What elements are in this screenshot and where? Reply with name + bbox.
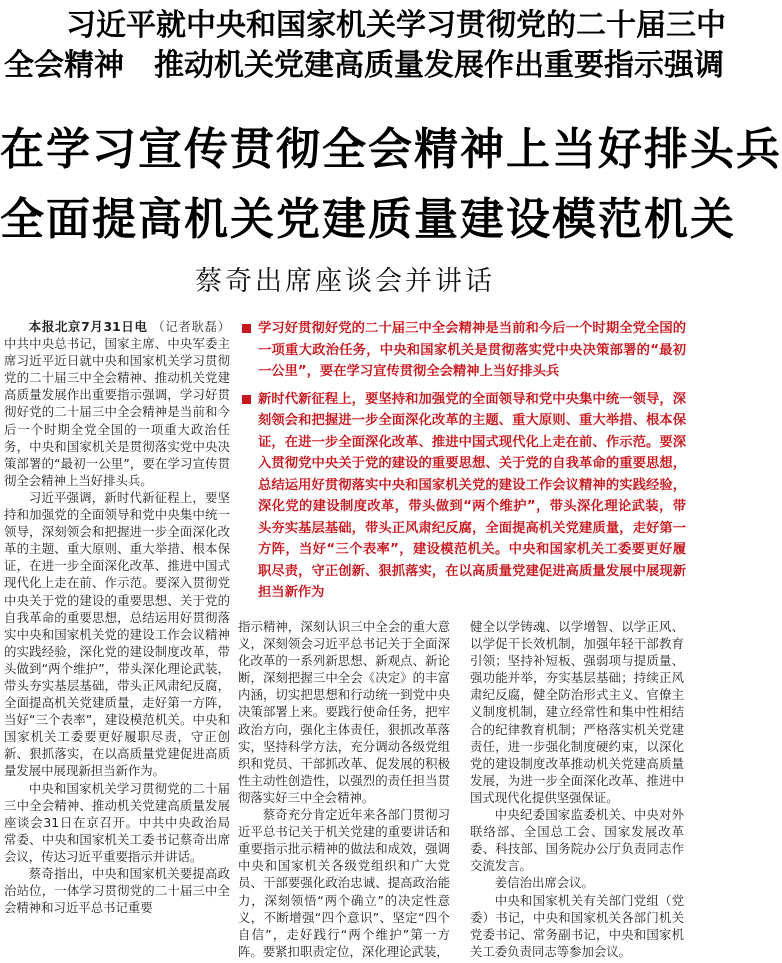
highlight-box bbox=[240, 318, 686, 610]
main-title-line-2: 全面提高机关党建质量建设模范机关 bbox=[0, 194, 736, 245]
highlight-text: 新时代新征程上，要坚持和加强党的全面领导和党中央集中统一领导，深刻领会和把握进一步全面深化改革的主题、重大原则、重大举措、根本保证，在进一步全面深化改革、推进中国式现代化上走在前、作示范。要深入贯彻党中央关于党的建设的重要思想、关于党的自我革命的重要思想，总结运用好贯彻落实中央和国家机关党的建设工作会议精神的实践经验，深化党的建设制度改革，带头做到“两个维护”，带头深化理论武装，带头夯实基层基础，带头正风肃纪反腐，全面提高机关党建质量，走好第一方阵，当好“三个表率”，建设模范机关。中央和国家机关工委要更好履职尽责，守正创新、狠抓落实，在以高质量党建促进高质量发展中展现新担当新作为 bbox=[258, 391, 686, 600]
square-bullet-icon bbox=[242, 324, 251, 333]
kicker-line-1: 习近平就中央和国家机关学习贯彻党的二十届三中 bbox=[66, 8, 726, 43]
article-column-right bbox=[470, 618, 684, 963]
paragraph: 蔡奇指出，中央和国家机关要提高政治站位，一体学习贯彻党的二十届三中全会精神和习近平总书记重要 bbox=[4, 866, 230, 916]
highlight-item bbox=[240, 389, 686, 604]
paragraph: 指示精神，深刻认识三中全会的重大意义，深刻领会习近平总书记关于全面深化改革的一系列新思想、新观点、新论断，深刻把握三中全会《决定》的丰富内涵，切实把思想和行动统一到党中央决策部署上来。要践行使命任务，把牢政治方向，强化主体责任，狠抓改革落实，坚持科学方法，充分调动各级党组织和党员、干部抓改革、促发展的积极性主动性创造性，以强烈的责任担当贯彻落实好三中全会精神。 bbox=[238, 619, 450, 805]
article-column-left bbox=[4, 318, 230, 963]
main-title-line-1: 在学习宣传贯彻全会精神上当好排头兵 bbox=[0, 124, 782, 175]
paragraph: 姜信治出席会议。 bbox=[494, 875, 594, 891]
dateline-location: 本报北京7月31日电 bbox=[28, 319, 148, 334]
highlight-item bbox=[240, 318, 686, 383]
article-column-middle bbox=[238, 618, 450, 963]
dateline-reporter: （记者耿磊） bbox=[152, 319, 230, 334]
paragraph: 健全以学铸魂、以学增智、以学正风、以学促干长效机制，加强年轻干部教育引领；坚持补短板、强弱项与提质量、强功能并举，夯实基层基础；持续正风肃纪反腐，健全防治形式主义、官僚主义制度机制，建立经常性和集中性相结合的纪律教育机制；严格落实机关党建责任，进一步强化制度硬约束，以深化党的建设制度改革推动机关党建高质量发展，为进一步全面深化改革、推进中国式现代化提供坚强保证。 bbox=[470, 619, 684, 805]
highlight-text: 学习好贯彻好党的二十届三中全会精神是当前和今后一个时期全党全国的一项重大政治任务，中央和国家机关是贯彻落实党中央决策部署的“最初一公里”，要在学习宣传贯彻全会精神上当好排头兵 bbox=[258, 321, 686, 379]
paragraph: 蔡奇充分肯定近年来各部门贯彻习近平总书记关于机关党建的重要讲话和重要指示批示精神的做法和成效，强调中央和国家机关各级党组织和广大党员、干部要强化政治忠诚、提高政治能力，深刻领悟“两个确立”的决定性意义，不断增强“四个意识”、坚定“四个自信”，走好践行“两个维护”第一方阵。要紧扣职责定位，深化理论武装， bbox=[238, 807, 450, 959]
subtitle: 蔡奇出席座谈会并讲话 bbox=[195, 266, 495, 297]
paragraph: 习近平强调，新时代新征程上，要坚持和加强党的全面领导和党中央集中统一领导，深刻领会和把握进一步全面深化改革的主题、重大原则、重大举措、根本保证，在进一步全面深化改革、推进中国式现代化上走在前、作示范。要深入贯彻党中央关于党的建设的重要思想、关于党的自我革命的重要思想，总结运用好贯彻落实中央和国家机关党的建设工作会议精神的实践经验，深化党的建设制度改革，带头做到“两个维护”，带头深化理论武装，带头夯实基层基础，带头正风肃纪反腐，全面提高机关党建质量，走好第一方阵，当好“三个表率”，建设模范机关。中央和国家机关工委要更好履职尽责，守正创新、狠抓落实，在以高质量党建促进高质量发展中展现新担当新作为。 bbox=[4, 489, 230, 779]
paragraph: 中央纪委国家监委机关、中央对外联络部、全国总工会、国家发展改革委、科技部、国务院办公厅负责同志作交流发言。 bbox=[470, 807, 684, 874]
dateline bbox=[4, 318, 230, 489]
paragraph: 中共中央总书记，国家主席、中央军委主席习近平近日就中央和国家机关学习贯彻党的二十届三中全会精神、推动机关党建高质量发展作出重要指示强调，学习好贯彻好党的二十届三中全会精神是当前和今后一个时期全党全国的一项重大政治任务，中央和国家机关是贯彻落实党中央决策部署的“最初一公里”，要在学习宣传贯彻全会精神上当好排头兵。 bbox=[4, 336, 230, 488]
paragraph: 中央和国家机关学习贯彻党的二十届三中全会精神、推动机关党建高质量发展座谈会31日在京召开。中共中央政治局常委、中央和国家机关工委书记蔡奇出席会议，传达习近平重要指示并讲话。 bbox=[4, 780, 230, 864]
kicker-line-2: 全会精神 推动机关党建高质量发展作出重要指示强调 bbox=[4, 48, 724, 83]
paragraph: 中央和国家机关有关部门党组（党委）书记，中央和国家机关各部门机关党委书记、常务副书记，中央和国家机关工委负责同志等参加会议。 bbox=[470, 892, 684, 959]
square-bullet-icon bbox=[242, 395, 251, 404]
